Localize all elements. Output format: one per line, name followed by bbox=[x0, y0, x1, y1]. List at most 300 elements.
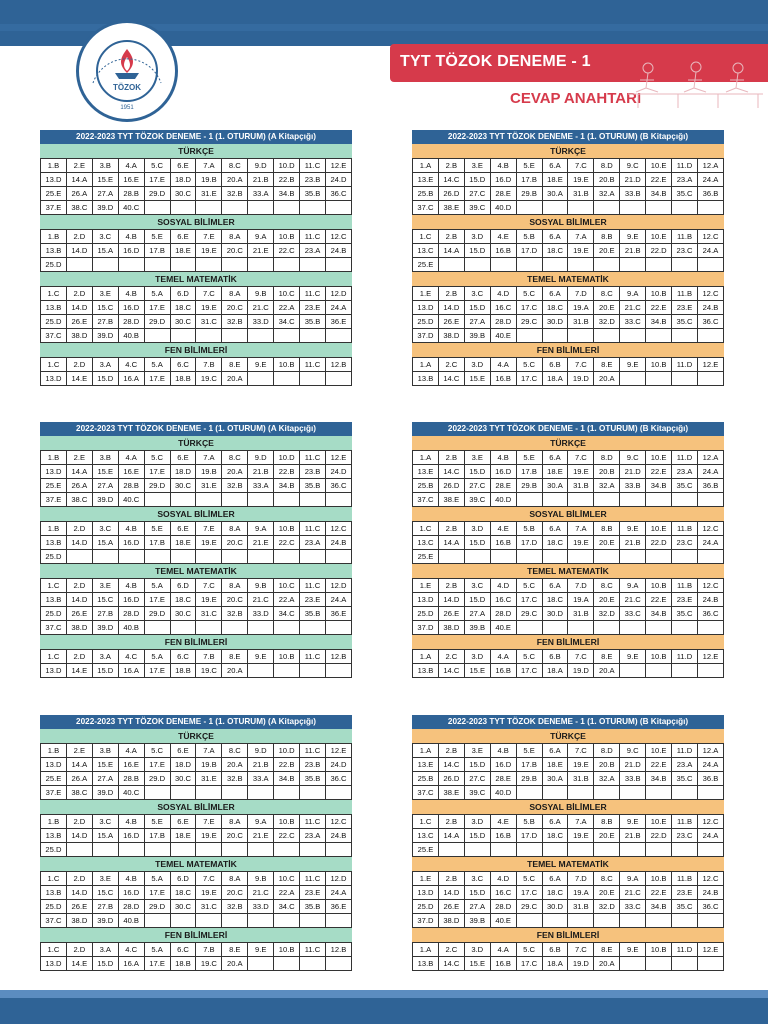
answer-cell: 37.D bbox=[413, 621, 439, 635]
answer-cell bbox=[568, 493, 594, 507]
answer-cell bbox=[516, 201, 542, 215]
answer-cell: 7.D bbox=[568, 287, 594, 301]
answer-cell: 7.C bbox=[196, 872, 222, 886]
answer-cell: 33.B bbox=[620, 187, 646, 201]
answer-cell: 23.E bbox=[672, 886, 698, 900]
answer-cell bbox=[646, 621, 672, 635]
answer-cell: 25.E bbox=[413, 550, 439, 564]
answer-cell: 37.C bbox=[413, 786, 439, 800]
answer-cell: 8.E bbox=[222, 943, 248, 957]
answer-cell: 30.C bbox=[170, 607, 196, 621]
booklet-title: 2022-2023 TYT TÖZOK DENEME - 1 (1. OTURUM) (B Kitapçığı) bbox=[412, 130, 724, 144]
answer-cell: 14.E bbox=[66, 957, 92, 971]
answer-cell bbox=[594, 329, 620, 343]
answer-cell: 11.D bbox=[672, 744, 698, 758]
answer-cell bbox=[672, 621, 698, 635]
table-row bbox=[413, 230, 724, 244]
answer-cell: 18.E bbox=[170, 536, 196, 550]
answer-cell: 34.C bbox=[274, 607, 300, 621]
answer-cell: 8.D bbox=[594, 159, 620, 173]
answer-cell: 10.B bbox=[646, 943, 672, 957]
answer-cell: 23.E bbox=[672, 301, 698, 315]
answer-cell: 7.C bbox=[568, 358, 594, 372]
answer-cell: 13.D bbox=[41, 465, 67, 479]
answer-cell: 31.B bbox=[568, 772, 594, 786]
answer-cell: 18.B bbox=[170, 957, 196, 971]
answer-cell: 12.B bbox=[325, 943, 351, 957]
answer-cell: 12.A bbox=[697, 159, 723, 173]
answer-cell: 25.D bbox=[413, 900, 439, 914]
answer-cell: 14.D bbox=[438, 301, 464, 315]
answer-cell: 10.E bbox=[646, 159, 672, 173]
answer-cell: 29.C bbox=[516, 315, 542, 329]
answer-cell: 15.D bbox=[464, 593, 490, 607]
answer-cell: 32.D bbox=[594, 315, 620, 329]
answer-cell bbox=[542, 550, 568, 564]
answer-cell: 14.D bbox=[66, 244, 92, 258]
answer-cell: 21.E bbox=[248, 829, 274, 843]
answer-cell: 24.A bbox=[697, 758, 723, 772]
answer-cell: 10.B bbox=[646, 650, 672, 664]
answer-cell: 7.E bbox=[196, 522, 222, 536]
answer-cell bbox=[646, 258, 672, 272]
answer-cell bbox=[516, 914, 542, 928]
table-row bbox=[41, 358, 352, 372]
answer-cell: 16.D bbox=[118, 244, 144, 258]
answer-cell: 33.A bbox=[248, 772, 274, 786]
answer-cell: 3.B bbox=[92, 451, 118, 465]
answer-cell: 33.A bbox=[248, 187, 274, 201]
answer-cell: 24.A bbox=[325, 301, 351, 315]
answer-cell: 9.A bbox=[248, 815, 274, 829]
answer-cell: 5.E bbox=[144, 522, 170, 536]
answer-cell: 33.C bbox=[620, 900, 646, 914]
answer-cell: 7.A bbox=[196, 744, 222, 758]
answer-cell: 31.C bbox=[196, 900, 222, 914]
answer-cell: 27.C bbox=[464, 479, 490, 493]
table-row bbox=[41, 815, 352, 829]
answer-cell bbox=[620, 957, 646, 971]
answer-cell: 9.D bbox=[248, 159, 274, 173]
answer-cell: 5.A bbox=[144, 579, 170, 593]
answer-cell: 10.B bbox=[274, 815, 300, 829]
answer-cell: 25.B bbox=[413, 479, 439, 493]
answer-table bbox=[40, 521, 352, 564]
answer-cell bbox=[620, 493, 646, 507]
answer-cell: 14.D bbox=[438, 886, 464, 900]
answer-cell bbox=[300, 550, 326, 564]
answer-cell: 25.D bbox=[41, 843, 67, 857]
answer-cell: 11.B bbox=[672, 230, 698, 244]
answer-cell: 15.D bbox=[464, 301, 490, 315]
answer-cell bbox=[620, 914, 646, 928]
answer-cell: 19.E bbox=[568, 829, 594, 843]
answer-cell: 20.C bbox=[222, 593, 248, 607]
answer-cell: 7.B bbox=[196, 650, 222, 664]
answer-cell: 19.B bbox=[196, 465, 222, 479]
answer-cell: 25.D bbox=[413, 607, 439, 621]
answer-cell bbox=[300, 201, 326, 215]
answer-cell: 18.D bbox=[170, 465, 196, 479]
answer-cell bbox=[325, 843, 351, 857]
table-row bbox=[413, 900, 724, 914]
answer-cell: 6.E bbox=[170, 230, 196, 244]
answer-cell: 18.C bbox=[542, 593, 568, 607]
table-row bbox=[413, 886, 724, 900]
table-row bbox=[41, 159, 352, 173]
answer-cell: 29.D bbox=[144, 315, 170, 329]
answer-cell: 16.C bbox=[490, 593, 516, 607]
answer-cell bbox=[325, 550, 351, 564]
answer-cell: 3.A bbox=[92, 943, 118, 957]
answer-cell: 12.A bbox=[697, 744, 723, 758]
answer-cell bbox=[516, 843, 542, 857]
answer-cell: 6.A bbox=[542, 522, 568, 536]
table-row bbox=[41, 744, 352, 758]
answer-cell: 26.E bbox=[66, 900, 92, 914]
answer-table bbox=[412, 286, 724, 343]
answer-cell bbox=[300, 621, 326, 635]
answer-cell bbox=[697, 550, 723, 564]
answer-cell: 40.E bbox=[490, 914, 516, 928]
answer-cell bbox=[594, 843, 620, 857]
answer-cell bbox=[697, 201, 723, 215]
answer-cell: 22.C bbox=[274, 536, 300, 550]
answer-cell: 25.D bbox=[41, 258, 67, 272]
answer-cell: 25.D bbox=[41, 550, 67, 564]
answer-cell: 22.C bbox=[274, 829, 300, 843]
answer-cell bbox=[274, 843, 300, 857]
answer-cell: 15.A bbox=[92, 536, 118, 550]
answer-cell: 3.D bbox=[464, 522, 490, 536]
answer-cell: 27.C bbox=[464, 187, 490, 201]
answer-cell: 17.E bbox=[144, 301, 170, 315]
answer-cell bbox=[697, 329, 723, 343]
answer-cell bbox=[300, 372, 326, 386]
answer-cell: 12.A bbox=[697, 451, 723, 465]
answer-cell: 15.D bbox=[92, 372, 118, 386]
answer-cell bbox=[464, 550, 490, 564]
answer-cell: 19.E bbox=[568, 536, 594, 550]
answer-cell: 14.D bbox=[66, 593, 92, 607]
table-row bbox=[41, 372, 352, 386]
answer-cell: 13.D bbox=[413, 886, 439, 900]
answer-cell: 34.B bbox=[274, 772, 300, 786]
section-title: FEN BİLİMLERİ bbox=[412, 343, 724, 357]
answer-cell: 21.B bbox=[248, 173, 274, 187]
answer-cell: 10.E bbox=[646, 451, 672, 465]
answer-cell: 18.C bbox=[170, 886, 196, 900]
answer-cell: 12.E bbox=[325, 744, 351, 758]
answer-cell: 8.B bbox=[594, 230, 620, 244]
answer-cell: 10.E bbox=[646, 230, 672, 244]
answer-cell: 29.D bbox=[144, 479, 170, 493]
table-row bbox=[41, 536, 352, 550]
answer-cell: 8.E bbox=[594, 650, 620, 664]
answer-cell: 33.D bbox=[248, 315, 274, 329]
answer-cell: 18.C bbox=[542, 244, 568, 258]
answer-cell bbox=[274, 550, 300, 564]
answer-cell: 8.E bbox=[594, 358, 620, 372]
section-title: SOSYAL BİLİMLER bbox=[40, 800, 352, 814]
answer-table bbox=[40, 286, 352, 343]
answer-cell: 37.C bbox=[41, 914, 67, 928]
answer-cell: 11.C bbox=[300, 943, 326, 957]
answer-cell bbox=[568, 786, 594, 800]
answer-key-block-b bbox=[412, 130, 724, 386]
answer-cell bbox=[697, 843, 723, 857]
answer-cell: 14.A bbox=[438, 829, 464, 843]
table-row bbox=[413, 287, 724, 301]
answer-cell: 3.B bbox=[92, 159, 118, 173]
answer-cell bbox=[66, 843, 92, 857]
exam-title: TYT TÖZOK DENEME - 1 bbox=[400, 53, 591, 70]
table-row bbox=[413, 187, 724, 201]
table-row bbox=[413, 465, 724, 479]
answer-cell: 3.E bbox=[464, 744, 490, 758]
answer-cell: 11.C bbox=[300, 287, 326, 301]
answer-cell: 23.E bbox=[300, 301, 326, 315]
answer-cell bbox=[222, 493, 248, 507]
answer-cell: 7.D bbox=[568, 579, 594, 593]
answer-cell: 20.A bbox=[594, 372, 620, 386]
answer-cell bbox=[438, 258, 464, 272]
answer-cell bbox=[542, 329, 568, 343]
answer-cell: 29.D bbox=[144, 607, 170, 621]
answer-cell: 19.D bbox=[568, 957, 594, 971]
answer-cell: 23.A bbox=[672, 173, 698, 187]
answer-cell bbox=[222, 786, 248, 800]
answer-cell: 29.D bbox=[144, 900, 170, 914]
answer-cell: 24.B bbox=[697, 593, 723, 607]
answer-cell: 17.E bbox=[144, 173, 170, 187]
answer-cell bbox=[672, 372, 698, 386]
answer-cell: 9.E bbox=[248, 943, 274, 957]
answer-cell: 39.D bbox=[92, 329, 118, 343]
answer-cell: 16.D bbox=[118, 593, 144, 607]
answer-cell bbox=[646, 786, 672, 800]
answer-cell bbox=[672, 957, 698, 971]
answer-cell: 40.D bbox=[490, 201, 516, 215]
answer-cell: 21.B bbox=[248, 758, 274, 772]
answer-cell: 13.B bbox=[41, 244, 67, 258]
answer-table bbox=[412, 942, 724, 971]
answer-cell bbox=[144, 550, 170, 564]
answer-cell: 29.B bbox=[516, 187, 542, 201]
table-row bbox=[413, 522, 724, 536]
answer-cell: 16.B bbox=[490, 957, 516, 971]
answer-cell: 14.A bbox=[438, 244, 464, 258]
answer-cell: 7.C bbox=[196, 579, 222, 593]
answer-cell bbox=[274, 201, 300, 215]
answer-cell: 8.B bbox=[594, 815, 620, 829]
table-row bbox=[41, 493, 352, 507]
answer-cell: 4.B bbox=[118, 522, 144, 536]
answer-cell: 21.B bbox=[620, 244, 646, 258]
answer-cell: 8.A bbox=[222, 872, 248, 886]
answer-cell: 34.B bbox=[646, 900, 672, 914]
answer-cell: 32.B bbox=[222, 187, 248, 201]
answer-cell: 19.A bbox=[568, 886, 594, 900]
answer-cell: 39.D bbox=[92, 621, 118, 635]
answer-cell: 24.A bbox=[697, 536, 723, 550]
answer-cell: 36.C bbox=[697, 900, 723, 914]
answer-cell: 4.D bbox=[490, 287, 516, 301]
answer-cell bbox=[542, 201, 568, 215]
answer-cell: 24.B bbox=[325, 536, 351, 550]
answer-table bbox=[40, 229, 352, 272]
answer-key-block-a bbox=[40, 130, 352, 386]
answer-cell bbox=[196, 786, 222, 800]
answer-cell: 7.A bbox=[196, 451, 222, 465]
answer-cell: 15.C bbox=[92, 886, 118, 900]
answer-cell: 6.E bbox=[170, 451, 196, 465]
answer-cell: 4.E bbox=[490, 815, 516, 829]
answer-cell: 4.C bbox=[118, 943, 144, 957]
answer-cell: 20.B bbox=[594, 465, 620, 479]
answer-cell bbox=[170, 258, 196, 272]
answer-cell: 11.C bbox=[300, 230, 326, 244]
answer-cell: 14.A bbox=[66, 173, 92, 187]
answer-cell: 2.E bbox=[66, 159, 92, 173]
table-row bbox=[41, 900, 352, 914]
answer-cell: 5.E bbox=[516, 159, 542, 173]
answer-cell: 36.B bbox=[697, 187, 723, 201]
answer-cell: 32.D bbox=[594, 607, 620, 621]
answer-cell: 30.D bbox=[542, 315, 568, 329]
answer-cell: 13.B bbox=[41, 593, 67, 607]
answer-cell: 17.C bbox=[516, 372, 542, 386]
answer-cell: 1.B bbox=[41, 230, 67, 244]
answer-cell: 1.B bbox=[41, 522, 67, 536]
answer-cell bbox=[516, 550, 542, 564]
answer-cell: 24.D bbox=[325, 758, 351, 772]
answer-cell: 17.E bbox=[144, 886, 170, 900]
answer-cell: 7.C bbox=[568, 744, 594, 758]
answer-cell bbox=[697, 664, 723, 678]
answer-cell bbox=[672, 843, 698, 857]
answer-cell: 36.C bbox=[325, 772, 351, 786]
answer-cell: 11.C bbox=[300, 451, 326, 465]
answer-cell: 2.D bbox=[66, 358, 92, 372]
answer-cell: 18.A bbox=[542, 957, 568, 971]
answer-cell: 12.C bbox=[325, 815, 351, 829]
answer-cell: 13.D bbox=[41, 758, 67, 772]
answer-cell: 8.C bbox=[594, 287, 620, 301]
answer-cell bbox=[248, 258, 274, 272]
answer-cell bbox=[170, 329, 196, 343]
answer-cell bbox=[697, 957, 723, 971]
answer-cell: 38.D bbox=[438, 329, 464, 343]
answer-cell: 32.A bbox=[594, 479, 620, 493]
answer-cell bbox=[248, 201, 274, 215]
answer-cell: 2.D bbox=[66, 287, 92, 301]
table-row bbox=[41, 301, 352, 315]
table-row bbox=[413, 201, 724, 215]
answer-cell bbox=[542, 843, 568, 857]
answer-cell: 12.D bbox=[325, 287, 351, 301]
answer-cell: 20.E bbox=[594, 593, 620, 607]
table-row bbox=[41, 465, 352, 479]
answer-cell: 9.C bbox=[620, 451, 646, 465]
answer-cell: 21.D bbox=[620, 465, 646, 479]
answer-cell: 18.B bbox=[170, 664, 196, 678]
answer-cell: 4.C bbox=[118, 650, 144, 664]
answer-table bbox=[412, 357, 724, 386]
answer-cell: 31.B bbox=[568, 900, 594, 914]
answer-cell: 36.C bbox=[697, 607, 723, 621]
answer-cell: 8.E bbox=[222, 650, 248, 664]
answer-cell: 35.B bbox=[300, 900, 326, 914]
answer-cell: 33.C bbox=[620, 607, 646, 621]
answer-cell bbox=[248, 372, 274, 386]
answer-cell: 18.C bbox=[542, 829, 568, 843]
answer-cell: 9.C bbox=[620, 744, 646, 758]
table-row bbox=[413, 786, 724, 800]
answer-cell: 13.E bbox=[413, 465, 439, 479]
answer-cell bbox=[170, 914, 196, 928]
answer-cell bbox=[620, 201, 646, 215]
answer-cell: 4.B bbox=[118, 872, 144, 886]
answer-cell bbox=[300, 258, 326, 272]
answer-cell: 9.D bbox=[248, 744, 274, 758]
answer-cell: 5.E bbox=[144, 815, 170, 829]
answer-cell: 8.A bbox=[222, 815, 248, 829]
answer-cell: 40.E bbox=[490, 329, 516, 343]
answer-cell: 20.A bbox=[222, 173, 248, 187]
answer-cell: 10.E bbox=[646, 522, 672, 536]
answer-cell: 23.A bbox=[300, 536, 326, 550]
answer-cell bbox=[274, 957, 300, 971]
answer-cell: 2.B bbox=[438, 579, 464, 593]
answer-cell: 6.D bbox=[170, 579, 196, 593]
answer-cell: 37.D bbox=[413, 329, 439, 343]
answer-cell: 37.C bbox=[41, 621, 67, 635]
answer-cell bbox=[620, 258, 646, 272]
answer-cell: 17.C bbox=[516, 593, 542, 607]
table-row bbox=[413, 772, 724, 786]
answer-table bbox=[412, 871, 724, 928]
answer-cell bbox=[196, 914, 222, 928]
answer-cell: 10.C bbox=[274, 579, 300, 593]
answer-table bbox=[412, 649, 724, 678]
answer-cell: 15.E bbox=[464, 664, 490, 678]
section-title: FEN BİLİMLERİ bbox=[40, 343, 352, 357]
answer-cell bbox=[325, 493, 351, 507]
answer-cell: 27.B bbox=[92, 315, 118, 329]
answer-cell: 3.D bbox=[464, 230, 490, 244]
answer-cell: 7.A bbox=[196, 159, 222, 173]
answer-cell bbox=[92, 843, 118, 857]
answer-cell: 14.C bbox=[438, 664, 464, 678]
answer-cell: 8.C bbox=[222, 451, 248, 465]
answer-cell: 8.A bbox=[222, 579, 248, 593]
answer-cell bbox=[672, 786, 698, 800]
table-row bbox=[41, 886, 352, 900]
answer-cell: 14.D bbox=[66, 301, 92, 315]
answer-cell bbox=[118, 843, 144, 857]
answer-cell bbox=[248, 957, 274, 971]
answer-cell: 3.A bbox=[92, 358, 118, 372]
answer-cell bbox=[325, 329, 351, 343]
answer-cell: 2.B bbox=[438, 230, 464, 244]
answer-cell: 1.C bbox=[41, 579, 67, 593]
answer-cell: 25.D bbox=[41, 315, 67, 329]
answer-cell: 22.A bbox=[274, 886, 300, 900]
answer-cell: 34.B bbox=[646, 607, 672, 621]
answer-table bbox=[40, 743, 352, 800]
answer-cell: 2.D bbox=[66, 522, 92, 536]
